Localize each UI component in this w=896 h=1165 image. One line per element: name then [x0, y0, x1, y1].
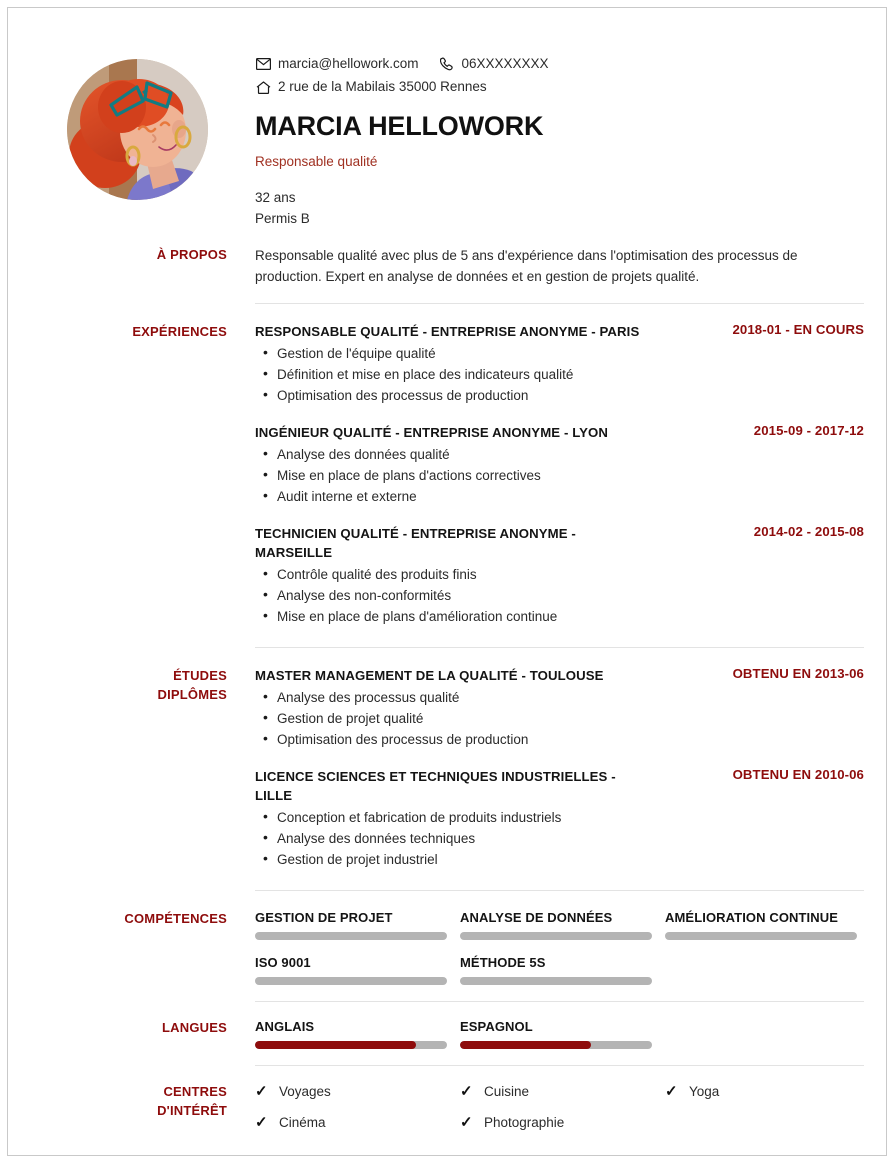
- entry-head: [255, 423, 864, 442]
- entry-head: [255, 666, 864, 685]
- divider-after-about: [255, 303, 864, 304]
- list-item: • Gestion de projet qualité: [277, 708, 864, 729]
- interest-label: Photographie: [484, 1115, 565, 1131]
- check-icon: ✓: [255, 1083, 268, 1101]
- list-item: • Gestion de l'équipe qualité: [277, 343, 864, 364]
- entry-bullets: [255, 687, 864, 750]
- section-label-experiences: EXPÉRIENCES: [132, 324, 227, 340]
- page-title: MARCIA HELLOWORK: [255, 111, 544, 141]
- list-item: • Gestion de projet industriel: [277, 849, 864, 870]
- section-label-interests-line2: D'INTÉRÊT: [157, 1103, 227, 1119]
- spacer: [8, 1049, 886, 1065]
- skill-item: [665, 909, 857, 940]
- entry-head: [255, 524, 864, 562]
- list-item: • Mise en place de plans d'actions correctives: [277, 465, 864, 486]
- entry-date: 2014-02 - 2015-08: [753, 524, 864, 540]
- address-text: 2 rue de la Mabilais 35000 Rennes: [278, 79, 487, 94]
- section-languages: [8, 1018, 886, 1049]
- section-label-interests-line1: CENTRES: [163, 1084, 227, 1100]
- section-label-education: [30, 666, 245, 704]
- languages-body: [245, 1018, 864, 1049]
- entry-date: OBTENU EN 2013-06: [732, 666, 864, 682]
- spacer: [8, 874, 886, 890]
- skill-name: GESTION DE PROJET: [255, 910, 393, 926]
- entry-bullets: [255, 444, 864, 507]
- interest-item: [665, 1082, 857, 1102]
- entry-date: 2015-09 - 2017-12: [753, 423, 864, 439]
- check-icon: ✓: [665, 1083, 678, 1101]
- language-level-bar: [255, 1041, 447, 1049]
- language-name: ESPAGNOL: [460, 1019, 533, 1035]
- envelope-icon: [255, 57, 272, 72]
- spacer: [8, 287, 886, 303]
- phone-contact[interactable]: [439, 54, 549, 74]
- divider-after-languages: [255, 1065, 864, 1066]
- interest-label: Voyages: [279, 1084, 331, 1100]
- skill-name: ANALYSE DE DONNÉES: [460, 910, 613, 926]
- section-label-about: À PROPOS: [156, 247, 227, 263]
- interest-item: [255, 1082, 447, 1102]
- list-item: • Optimisation des processus de production: [277, 385, 864, 406]
- skill-level-bar: [460, 932, 652, 940]
- entry-title: TECHNICIEN QUALITÉ - ENTREPRISE ANONYME - MARSEILLE: [255, 526, 576, 561]
- spacer: [255, 754, 864, 767]
- home-icon: [255, 80, 272, 95]
- identity-block: [245, 54, 864, 229]
- list-item: • Analyse des données techniques: [277, 828, 864, 849]
- check-icon: ✓: [255, 1114, 268, 1132]
- language-item: [460, 1018, 652, 1049]
- contact-line-2: [255, 77, 864, 97]
- cv-header: [8, 8, 886, 229]
- interests-grid: [255, 1082, 864, 1133]
- section-label-education-line1: ÉTUDES: [173, 668, 227, 684]
- list-item: • Contrôle qualité des produits finis: [277, 564, 864, 585]
- about-text: Responsable qualité avec plus de 5 ans d'expérience dans l'optimisation des processus de production. Expert en analyse de données et en gestion de projets qualité.: [255, 248, 798, 285]
- skill-item: [460, 909, 652, 940]
- skill-name: MÉTHODE 5S: [460, 955, 546, 971]
- interest-label: Cuisine: [484, 1084, 530, 1100]
- contact-line-1: [255, 54, 864, 74]
- entry-title: INGÉNIEUR QUALITÉ - ENTREPRISE ANONYME - LYON: [255, 425, 609, 441]
- section-interests: [8, 1082, 886, 1133]
- skill-name: ISO 9001: [255, 955, 311, 971]
- divider-after-skills: [255, 1001, 864, 1002]
- list-item: • Analyse des processus qualité: [277, 687, 864, 708]
- phone-icon: [439, 57, 456, 72]
- email-text: marcia@hellowork.com: [278, 56, 419, 71]
- divider-after-education: [255, 890, 864, 891]
- cv-page: [7, 7, 887, 1156]
- check-icon: ✓: [460, 1114, 473, 1132]
- language-name: ANGLAIS: [255, 1019, 315, 1035]
- personal-meta: [255, 187, 864, 229]
- list-item: • Analyse des non-conformités: [277, 585, 864, 606]
- list-item: • Conception et fabrication de produits industriels: [277, 807, 864, 828]
- avatar-illustration: [67, 59, 208, 200]
- list-item: • Audit interne et externe: [277, 486, 864, 507]
- age-text: 32 ans: [255, 190, 296, 206]
- skill-item: [460, 954, 652, 985]
- phone-text: 06XXXXXXXX: [461, 56, 549, 71]
- entry-date: OBTENU EN 2010-06: [732, 767, 864, 783]
- interest-item: [255, 1113, 447, 1133]
- skill-level-bar: [665, 932, 857, 940]
- language-level-fill: [460, 1041, 591, 1049]
- entry-head: [255, 322, 864, 341]
- list-item: • Définition et mise en place des indicateurs qualité: [277, 364, 864, 385]
- entry-bullets: [255, 343, 864, 406]
- experience-entry: [255, 322, 864, 406]
- section-label-interests: [30, 1082, 245, 1120]
- spacer: [255, 511, 864, 524]
- section-experiences: [8, 322, 886, 631]
- email-contact[interactable]: [255, 54, 419, 74]
- language-item: [255, 1018, 447, 1049]
- section-label-skills: COMPÉTENCES: [124, 911, 227, 927]
- list-item: • Optimisation des processus de production: [277, 729, 864, 750]
- section-about: [8, 245, 886, 287]
- education-entry: [255, 767, 864, 870]
- address-contact: [255, 77, 487, 97]
- profile-photo: [67, 59, 208, 200]
- skill-level-bar: [255, 977, 447, 985]
- section-skills: [8, 909, 886, 985]
- interest-label: Yoga: [689, 1084, 720, 1100]
- check-icon: ✓: [460, 1083, 473, 1101]
- skill-level-bar: [460, 977, 652, 985]
- experience-entry: [255, 423, 864, 507]
- list-item: • Analyse des données qualité: [277, 444, 864, 465]
- entry-date: 2018-01 - EN COURS: [732, 322, 864, 338]
- section-label-education-line2: DIPLÔMES: [157, 687, 227, 703]
- skills-body: [245, 909, 864, 985]
- skill-name: AMÉLIORATION CONTINUE: [665, 910, 839, 926]
- language-level-fill: [255, 1041, 416, 1049]
- entry-bullets: [255, 564, 864, 627]
- entry-head: [255, 767, 864, 805]
- spacer: [8, 631, 886, 647]
- skill-item: [255, 909, 447, 940]
- skills-grid: [255, 909, 864, 985]
- list-item: • Mise en place de plans d'amélioration continue: [277, 606, 864, 627]
- section-label-languages: LANGUES: [162, 1020, 227, 1036]
- spacer: [8, 985, 886, 1001]
- entry-title: MASTER MANAGEMENT DE LA QUALITÉ - TOULOUSE: [255, 668, 604, 684]
- languages-grid: [255, 1018, 864, 1049]
- entry-bullets: [255, 807, 864, 870]
- job-title: Responsable qualité: [255, 154, 378, 170]
- interest-item: [460, 1082, 652, 1102]
- education-entry: [255, 666, 864, 750]
- experiences-body: [245, 322, 864, 631]
- divider-after-experiences: [255, 647, 864, 648]
- entry-title: LICENCE SCIENCES ET TECHNIQUES INDUSTRIELLES - LILLE: [255, 769, 616, 804]
- skill-level-bar: [255, 932, 447, 940]
- spacer: [255, 410, 864, 423]
- interest-label: Cinéma: [279, 1115, 326, 1131]
- skill-item: [255, 954, 447, 985]
- licence-text: Permis B: [255, 211, 310, 227]
- experience-entry: [255, 524, 864, 627]
- section-education: [8, 666, 886, 874]
- interests-body: [245, 1082, 864, 1133]
- interest-item: [460, 1113, 652, 1133]
- about-body: [245, 245, 864, 287]
- photo-column: [30, 54, 245, 200]
- education-body: [245, 666, 864, 874]
- entry-title: RESPONSABLE QUALITÉ - ENTREPRISE ANONYME - PARIS: [255, 324, 640, 340]
- language-level-bar: [460, 1041, 652, 1049]
